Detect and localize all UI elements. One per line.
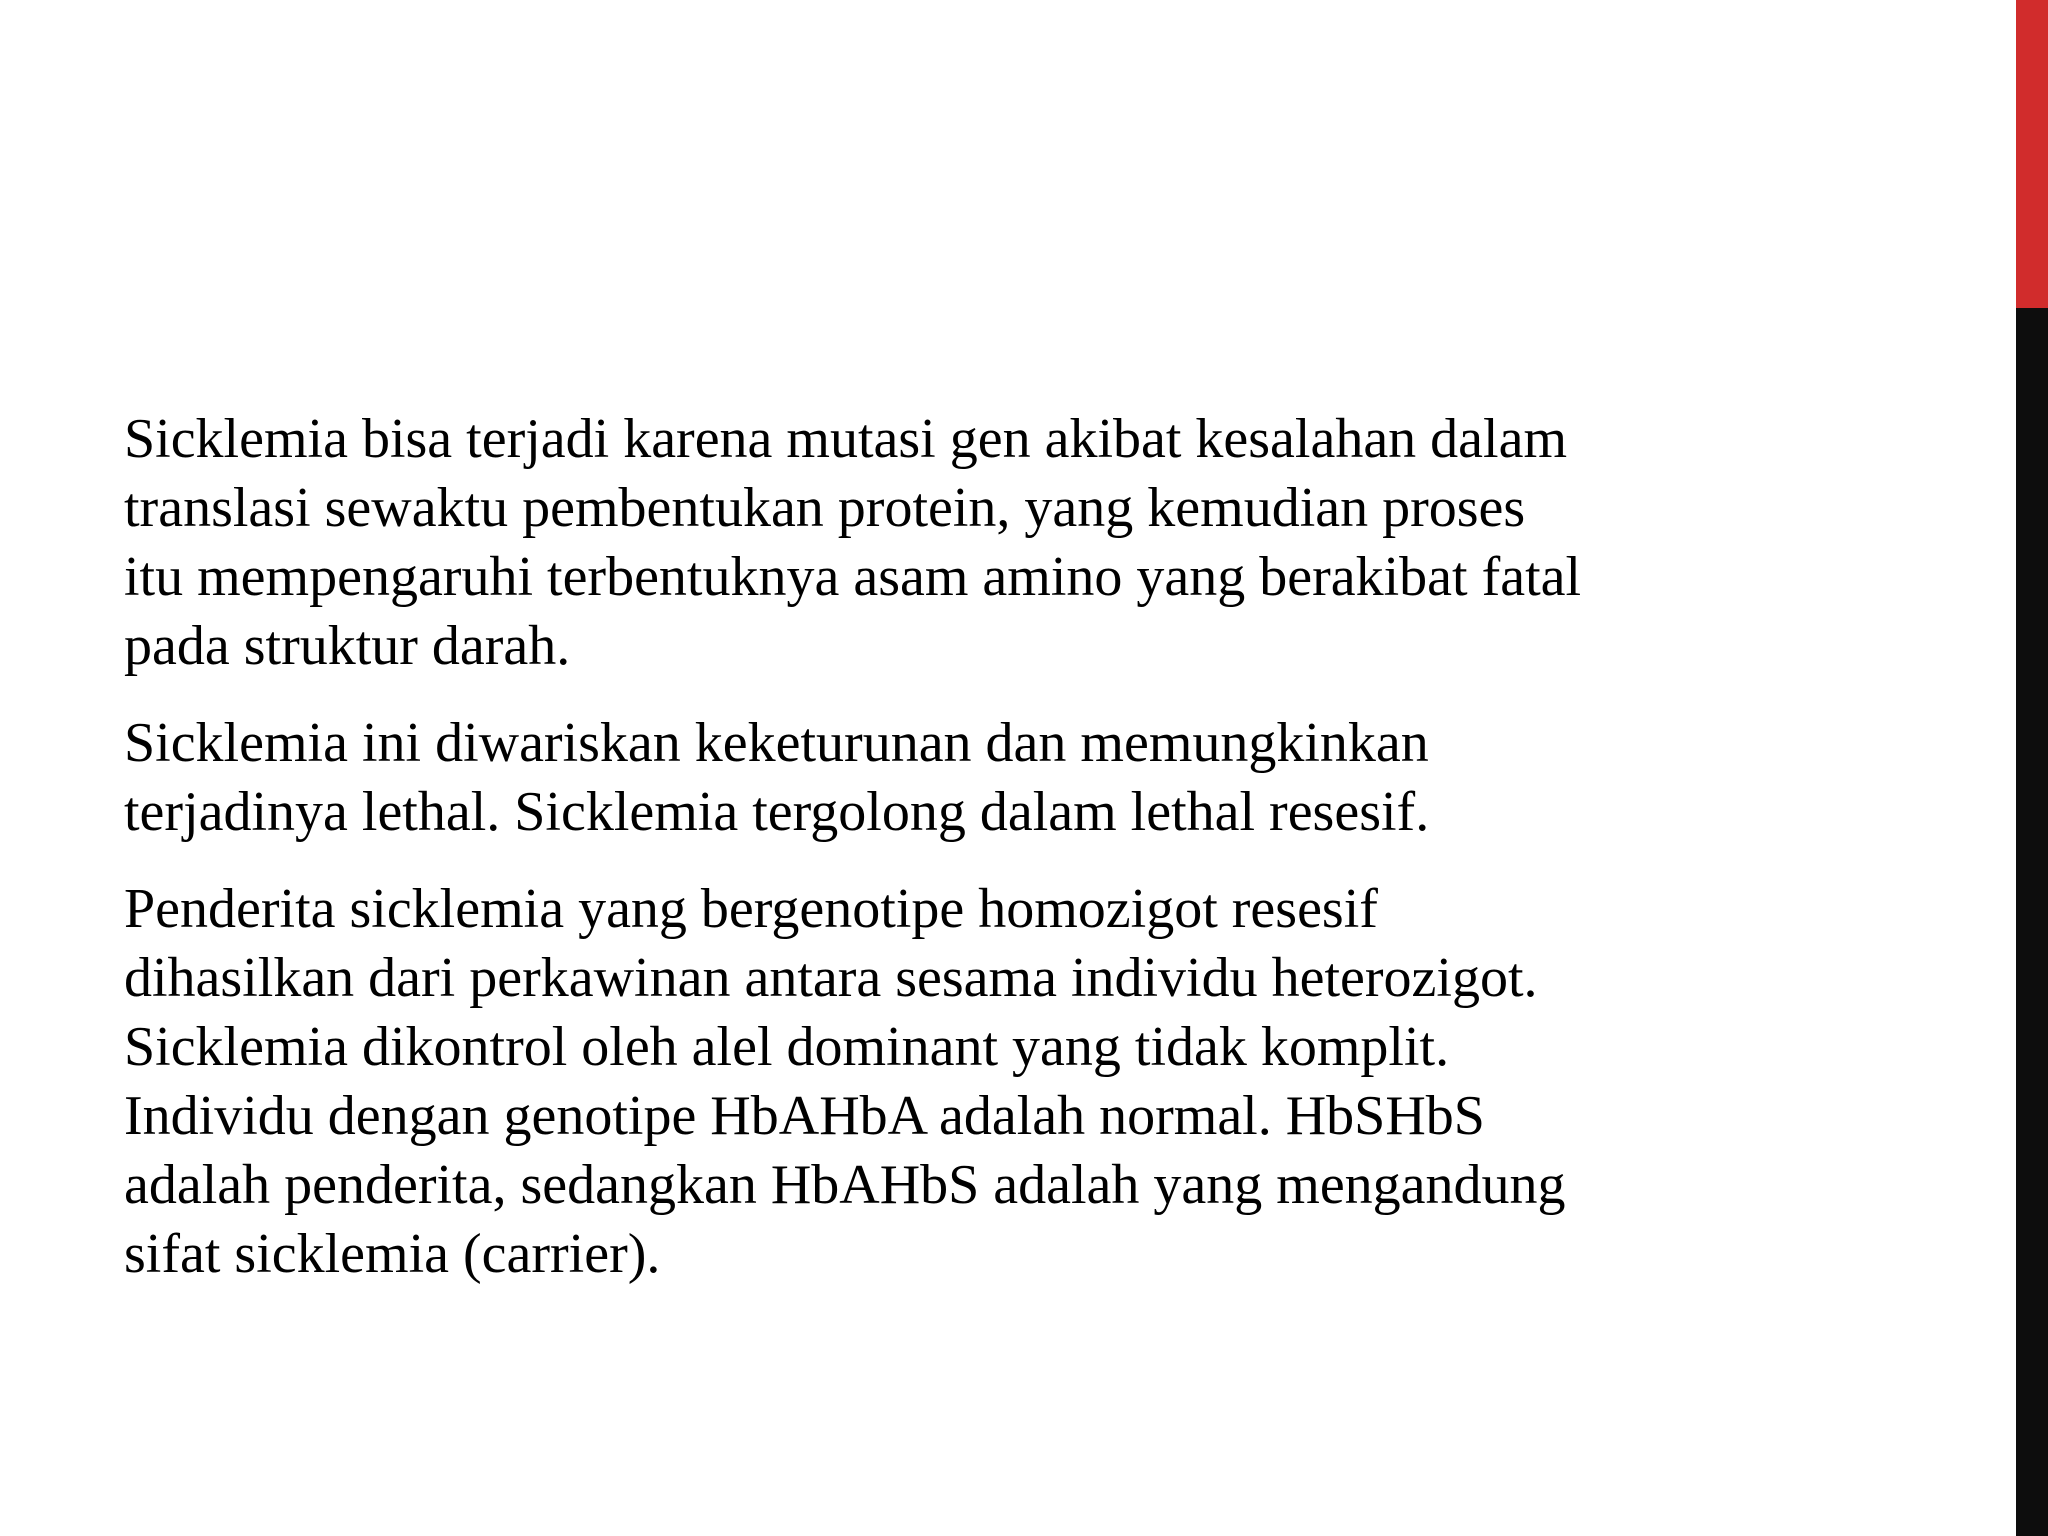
paragraph-line: terjadinya lethal. Sicklemia tergolong dalam lethal resesif. [124, 781, 1430, 843]
edge-bar-dark [2016, 308, 2048, 1536]
edge-bar [2016, 0, 2048, 1536]
paragraph-line: Sicklemia dikontrol oleh alel dominant yang tidak komplit. [124, 1016, 1450, 1078]
paragraph-line: dihasilkan dari perkawinan antara sesama individu heterozigot. [124, 947, 1538, 1009]
paragraph-line: Individu dengan genotipe HbAHbA adalah normal. HbSHbS [124, 1085, 1485, 1147]
paragraph-line: sifat sicklemia (carrier). [124, 1223, 661, 1285]
paragraph-line: itu mempengaruhi terbentuknya asam amino yang berakibat fatal [124, 546, 1582, 608]
edge-bar-accent [2016, 0, 2048, 308]
paragraph-1 [124, 405, 1944, 681]
paragraph-3 [124, 875, 1944, 1289]
paragraph-2 [124, 709, 1944, 847]
slide-body [124, 405, 1944, 1317]
paragraph-line: Penderita sicklemia yang bergenotipe homozigot resesif [124, 878, 1378, 940]
paragraph-line: Sicklemia bisa terjadi karena mutasi gen akibat kesalahan dalam [124, 408, 1568, 470]
paragraph-line: Sicklemia ini diwariskan keketurunan dan memungkinkan [124, 712, 1429, 774]
paragraph-line: adalah penderita, sedangkan HbAHbS adalah yang mengandung [124, 1154, 1566, 1216]
paragraph-line: translasi sewaktu pembentukan protein, yang kemudian proses [124, 477, 1526, 539]
paragraph-line: pada struktur darah. [124, 615, 571, 677]
